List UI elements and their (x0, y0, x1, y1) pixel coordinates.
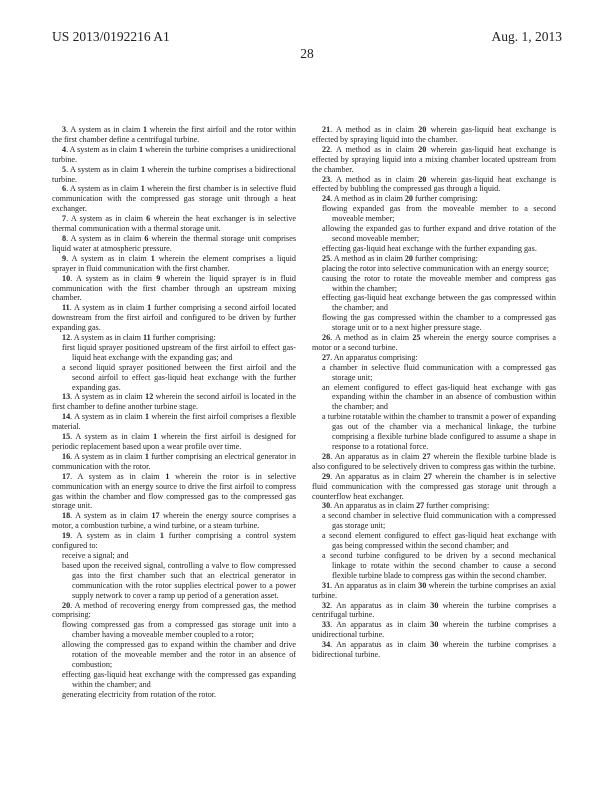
claim-27 (312, 353, 556, 363)
claim-text: further comprising: (424, 501, 490, 511)
claim-text: wherein the first airfoil comprises a flexible material. (52, 412, 296, 432)
claim-text: . A method as in claim (330, 125, 419, 134)
claim-23 (312, 175, 556, 195)
claim-text: wherein the turbine comprises a unidirectional turbine. (52, 144, 297, 164)
claim-number: 7 (62, 214, 67, 224)
claim-number: 21 (322, 125, 331, 134)
claims-left-column (52, 125, 296, 700)
claim-reference: 1 (159, 531, 164, 541)
claim-text: further comprising: (150, 333, 216, 343)
claim-text: . A system as in claim (69, 303, 148, 313)
claim-element: a second chamber in selective fluid communication with a compressed gas storage unit; (322, 511, 556, 531)
claim-12 (52, 333, 296, 343)
claim-text: . A system as in claim (66, 233, 145, 243)
claim-text: wherein the second airfoil is located in the first chamber to define another turbine stage. (52, 392, 296, 412)
claim-number: 24 (322, 194, 331, 204)
claim-14 (52, 412, 296, 432)
claim-text: . An apparatus as in claim (330, 451, 423, 461)
claim-text: further comprising a control system configured to: (52, 531, 296, 551)
claim-element: effecting gas-liquid heat exchange between the gas compressed within the chamber; and (322, 293, 556, 313)
claim-number: 20 (62, 600, 71, 610)
claim-text: . An apparatus as in claim (330, 600, 431, 610)
claim-reference: 9 (156, 273, 161, 283)
claim-text: wherein the turbine comprises an axial turbine. (312, 580, 557, 600)
claim-34 (312, 640, 556, 660)
claim-text: wherein gas-liquid heat exchange is effected by spraying liquid into the chamber. (312, 125, 556, 144)
claim-26 (312, 333, 556, 353)
claim-20 (52, 601, 296, 621)
claim-reference: 20 (418, 144, 427, 154)
claim-element: flowing expanded gas from the moveable member to a second moveable member; (322, 204, 556, 224)
claim-text: wherein the thermal storage unit comprises liquid water at atmospheric pressure. (52, 233, 296, 253)
claim-21 (312, 125, 556, 145)
claim-number: 34 (322, 640, 331, 650)
claim-text: wherein the turbine comprises a centrifugal turbine. (312, 600, 556, 620)
claim-element: a turbine rotatable within the chamber to transmit a power of expanding gas out of the chamber via a mechanical linkage, the turbine comprising a flexible turbine blade configured to assume a shape in response to a rotational force. (322, 412, 556, 451)
claim-19 (52, 531, 296, 551)
claim-reference: 30 (430, 600, 439, 610)
claim-text: wherein gas-liquid heat exchange is effected by bubbling the compressed gas through a liquid. (312, 174, 556, 194)
claim-4 (52, 145, 296, 165)
claim-18 (52, 511, 296, 531)
claim-text: wherein the element comprises a liquid sprayer in fluid communication with the first chamber. (52, 253, 296, 273)
claim-text: wherein the turbine comprises a bidirectional turbine. (52, 164, 296, 184)
claim-number: 12 (62, 333, 71, 343)
claim-33 (312, 620, 556, 640)
claim-text: wherein the liquid sprayer is in fluid communication with the first chamber through an upstream mixing chamber. (52, 273, 296, 303)
claim-text: wherein the chamber is in selective fluid communication with the compressed gas storage unit through a counterflow heat exchanger. (312, 471, 556, 501)
claim-reference: 27 (422, 451, 431, 461)
claim-element: a chamber in selective fluid communication with a compressed gas storage unit; (322, 362, 556, 382)
claim-element: allowing the compressed gas to expand within the chamber and drive rotation of the moveable member and the rotor in an absence of combustion; (62, 640, 296, 669)
page-number: 28 (300, 46, 314, 61)
claim-reference: 6 (144, 233, 149, 243)
claim-text: wherein the energy source comprises a motor or a second turbine. (312, 333, 556, 352)
claim-reference: 1 (143, 125, 148, 134)
claim-text: further comprising a second airfoil located downstream from the first airfoil and configured to be driven by further expanding gas. (52, 303, 296, 333)
claim-number: 10 (62, 273, 71, 283)
claim-8 (52, 234, 296, 254)
claim-text: . A system as in claim (70, 451, 145, 461)
publication-number: US 2013/0192216 A1 (52, 29, 170, 44)
claim-reference: 1 (150, 253, 155, 263)
claim-5 (52, 165, 296, 185)
claim-24 (312, 194, 556, 204)
claim-11 (52, 303, 296, 333)
claim-number: 11 (62, 303, 70, 313)
claim-reference: 20 (418, 125, 427, 134)
claim-text: . A method as in claim (330, 253, 405, 263)
claim-text: further comprising: (412, 194, 478, 204)
claim-28 (312, 452, 556, 472)
claim-reference: 20 (404, 194, 413, 204)
claim-reference: 20 (418, 174, 427, 184)
claim-text: wherein the heat exchanger is in selective thermal communication with a thermal storage unit. (52, 214, 296, 234)
claim-reference: 27 (416, 501, 425, 511)
claim-reference: 1 (153, 432, 158, 442)
claim-text: . A system as in claim (66, 125, 144, 134)
claim-text: . A system as in claim (66, 253, 151, 263)
claim-element: effecting gas-liquid heat exchange with the compressed gas expanding within the chamber; and (62, 669, 296, 689)
claim-text: . A system as in claim (70, 333, 144, 343)
claim-number: 30 (322, 501, 331, 511)
claim-text: . A system as in claim (70, 432, 154, 442)
claim-element: an element configured to effect gas-liquid heat exchange with gas expanding within the chamber in an absence of combustion within the chamber; and (322, 382, 556, 412)
claim-reference: 6 (146, 214, 151, 224)
claim-number: 31 (322, 580, 331, 590)
claim-number: 19 (62, 531, 71, 541)
claim-text: . A method as in claim (330, 194, 405, 204)
claim-element: placing the rotor into selective communication with an energy source; (322, 263, 550, 273)
claim-reference: 1 (145, 412, 150, 422)
claim-text: . A method as in claim (330, 333, 413, 343)
claim-text: . An apparatus comprising: (330, 352, 418, 362)
claim-number: 18 (62, 511, 71, 521)
claim-number: 33 (322, 620, 331, 630)
claim-29 (312, 472, 556, 502)
claim-number: 3 (62, 125, 67, 134)
claim-number: 29 (322, 471, 331, 481)
claim-reference: 25 (412, 333, 421, 343)
claim-text: wherein gas-liquid heat exchange is effected by spraying liquid into a mixing chamber located upstream from the chamber. (312, 144, 556, 174)
claim-text: . A system as in claim (70, 531, 160, 541)
claim-text: . An apparatus as in claim (330, 620, 431, 630)
claim-reference: 1 (138, 144, 144, 154)
claim-text: wherein the turbine comprises a bidirectional turbine. (312, 640, 556, 660)
claim-text: wherein the turbine comprises a unidirectional turbine. (312, 620, 556, 640)
claim-text: . A system as in claim (70, 412, 145, 422)
claim-number: 28 (322, 451, 331, 461)
claim-number: 4 (62, 144, 67, 154)
claim-reference: 30 (430, 620, 439, 630)
claim-number: 17 (62, 471, 71, 481)
claim-number: 6 (62, 184, 67, 194)
claim-16 (52, 452, 296, 472)
claim-3 (52, 125, 296, 145)
claim-element: first liquid sprayer positioned upstream of the first airfoil to effect gas-liquid heat exchange with the expanding gas; and (62, 342, 296, 362)
claim-15 (52, 432, 296, 452)
claim-element: a second element configured to effect gas-liquid heat exchange with gas being compressed within the second chamber; and (322, 531, 556, 551)
claim-reference: 1 (140, 164, 146, 174)
claim-number: 25 (322, 253, 331, 263)
claim-text: . A system as in claim (66, 184, 141, 194)
claim-25 (312, 254, 556, 264)
claim-number: 26 (322, 333, 331, 343)
claim-text: . An apparatus as in claim (330, 580, 419, 590)
claim-element: effecting gas-liquid heat exchange with the further expanding gas. (322, 243, 537, 253)
claim-7 (52, 214, 296, 234)
claim-text: . A system as in claim (70, 511, 152, 521)
claim-text: . A system as in claim (66, 214, 147, 224)
claim-17 (52, 472, 296, 512)
claim-number: 13 (62, 392, 71, 402)
claim-element: a second liquid sprayer positioned between the first airfoil and the second airfoil to effect gas-liquid heat exchange with the further expanding gas. (62, 362, 296, 392)
claim-text: . A system as in claim (70, 392, 146, 402)
claim-reference: 1 (144, 451, 149, 461)
claim-element: receive a signal; and (62, 550, 129, 560)
claim-text: wherein the first chamber is in selective fluid communication with the compressed gas storage unit through a heat exchanger. (52, 184, 296, 214)
claim-text: . A system as in claim (66, 164, 141, 174)
claim-element: allowing the expanded gas to further expand and drive rotation of the second moveable member; (322, 224, 556, 243)
claim-number: 15 (62, 432, 71, 442)
claim-reference: 1 (147, 303, 152, 313)
claims-right-column (312, 125, 556, 660)
claim-text: . A system as in claim (70, 273, 157, 283)
claim-number: 27 (322, 352, 331, 362)
claim-text: wherein the flexible turbine blade is also configured to be selectively driven to compress gas within the turbine. (312, 451, 556, 471)
claim-text: wherein the rotor is in selective communication with an energy source to drive the first airfoil to compress gas within the chamber and flow compressed gas to the compressed gas storage unit. (52, 471, 296, 511)
claim-element: flowing compressed gas from a compressed gas storage unit into a chamber having a moveable member coupled to a rotor; (62, 620, 296, 640)
claim-reference: 12 (145, 392, 154, 402)
claim-text: . A system as in claim (70, 471, 166, 481)
claim-number: 23 (322, 174, 331, 184)
claim-number: 5 (62, 164, 67, 174)
claim-text: . A method as in claim (330, 144, 419, 154)
claim-text: . A system as in claim (66, 144, 139, 154)
claim-number: 22 (322, 144, 331, 154)
claim-6 (52, 184, 296, 214)
claim-element: flowing the gas compressed within the chamber to a compressed gas storage unit or to a next higher pressure stage. (322, 313, 556, 333)
claim-22 (312, 145, 556, 175)
claim-reference: 11 (143, 333, 151, 343)
claim-element: based upon the received signal, controlling a valve to flow compressed gas into the first chamber such that an electrical generator in communication with the rotor supplies electrical power to a power supply network to cover a ramp up period of a generation asset. (62, 560, 296, 600)
claim-30 (312, 501, 556, 511)
claim-text: further comprising: (412, 253, 478, 263)
claim-13 (52, 392, 296, 412)
claim-reference: 30 (430, 640, 439, 650)
claim-element: generating electricity from rotation of the rotor. (62, 689, 217, 699)
publication-date: Aug. 1, 2013 (491, 29, 562, 44)
claim-reference: 30 (418, 580, 427, 590)
claim-number: 9 (62, 253, 67, 263)
claim-text: wherein the first airfoil is designed for periodic replacement based upon a wear profile over time. (52, 432, 296, 451)
claim-text: wherein the energy source comprises a motor, a combustion turbine, a wind turbine, or a steam turbine. (52, 511, 296, 531)
claim-text: . An apparatus as in claim (330, 471, 424, 481)
claim-reference: 1 (165, 471, 170, 481)
claim-10 (52, 274, 296, 304)
claim-text: wherein the first airfoil and the rotor within the first chamber define a centrifugal turbine. (52, 125, 296, 144)
claim-text: . An apparatus as in claim (330, 501, 417, 511)
claim-31 (312, 581, 556, 601)
claim-reference: 20 (404, 253, 413, 263)
claim-text: . An apparatus as in claim (330, 640, 431, 650)
claim-reference: 27 (423, 471, 432, 481)
claim-element: causing the rotor to rotate the moveable member and compress gas within the chamber; (322, 273, 556, 293)
claim-32 (312, 601, 556, 621)
claim-9 (52, 254, 296, 274)
claim-reference: 17 (151, 511, 160, 521)
claim-number: 14 (62, 412, 71, 422)
claim-number: 32 (322, 600, 331, 610)
claim-text: further comprising an electrical generator in communication with the rotor. (52, 451, 296, 471)
claim-reference: 1 (140, 184, 145, 194)
claim-element: a second turbine configured to be driven by a second mechanical linkage to rotate within the second chamber to cause a second flexible turbine blade to compress gas within the second chamber. (322, 550, 556, 580)
claim-number: 8 (62, 233, 67, 243)
claim-text: . A method of recovering energy from compressed gas, the method comprising: (52, 600, 296, 620)
claim-number: 16 (62, 451, 71, 461)
claim-text: . A method as in claim (330, 174, 419, 184)
